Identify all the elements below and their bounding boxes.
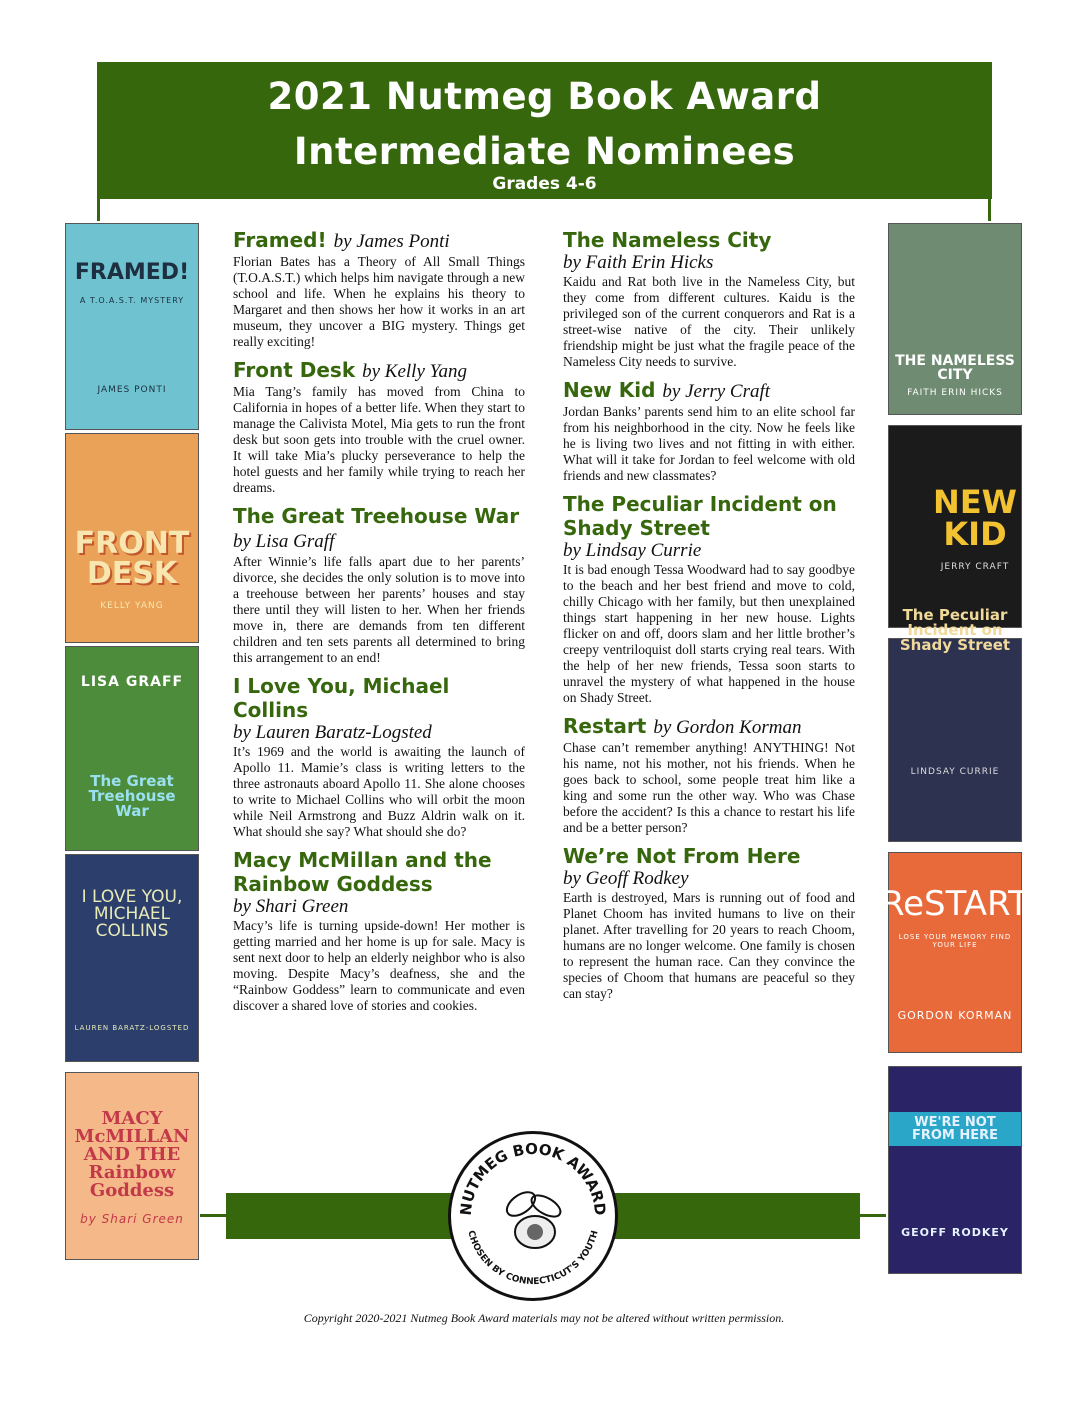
book-description: Mia Tang’s family has moved from China to California in hopes of a better life. When they start to manage the Calivista Motel, Mia gets to run the front desk but soon gets into trouble with the cruel owner. It will take Mia’s plucky perseverance to help the hotel guests and her family while trying to reach her dreams. <box>233 384 525 495</box>
nutmeg-award-seal <box>448 1131 618 1301</box>
book-description: Kaidu and Rat both live in the Nameless City, but they come from different cultures. Kaidu is the privileged son of the current conquerors and Rat is a street-wise native of the city. Their unlikely friendship might be just what the fragile peace of the Nameless City needs to survive. <box>563 274 855 369</box>
book-title: We’re Not From Here <box>563 844 801 868</box>
frame-line-bottom-left <box>200 1214 226 1217</box>
cover-front-desk: FRONT DESK KELLY YANG <box>65 433 199 643</box>
frame-line-left <box>97 199 100 221</box>
cover-restart: ReSTART LOSE YOUR MEMORY FIND YOUR LIFE GORDON KORMAN <box>888 852 1022 1053</box>
cover-framed: FRAMED! A T.O.A.S.T. MYSTERY JAMES PONTI <box>65 223 199 430</box>
book-description: Florian Bates has a Theory of All Small Things (T.O.A.S.T.) which helps him navigate through a new school and life. When he explains his theory to Margaret and then shows her how it works in an art museum, they uncover a BIG mystery. Things get really exciting! <box>233 254 525 349</box>
book-description: Chase can’t remember anything! ANYTHING! Not his name, not his mother, not his friends. When he goes back to school, some people treat him like a king and some run the other way. Who was Chase before the accident? Is this a chance to restart his life and be a better person? <box>563 740 855 835</box>
book-entry-nameless-city <box>563 228 855 370</box>
book-title: I Love You, Michael Collins <box>233 674 450 722</box>
book-title: Front Desk <box>233 358 356 382</box>
seal-text-ring <box>451 1134 615 1298</box>
book-title: The Nameless City <box>563 228 772 252</box>
book-author: by Gordon Korman <box>653 717 802 738</box>
book-description: Earth is destroyed, Mars is running out of food and Planet Choom has invited humans to live on their planet. After travelling for 20 years to reach Choom, humans are no longer welcome. One family is chosen to represent the human race. Can they convince the species of Choom that humans are peaceful so they can stay? <box>563 890 855 1001</box>
cover-great-treehouse-war: LISA GRAFF The Great Treehouse War <box>65 646 199 851</box>
book-author: by Lisa Graff <box>233 531 335 552</box>
cover-peculiar-incident: The Peculiar Incident on Shady Street LINDSAY CURRIE <box>888 638 1022 842</box>
book-title: Restart <box>563 714 647 738</box>
book-author: by Lindsay Currie <box>563 540 702 561</box>
book-author: by Faith Erin Hicks <box>563 252 714 273</box>
book-author: by Jerry Craft <box>662 381 771 402</box>
header-title-line2: Intermediate Nominees <box>293 130 796 173</box>
book-entry-new-kid <box>563 378 855 484</box>
book-description: Jordan Banks’ parents send him to an elite school far from his neighborhood in the city. Now he feels like he is living two lives and not fitting in with either. What will it take for Jordan to feel welcome with old friends and new classmates? <box>563 404 855 483</box>
covers-right <box>881 223 1029 1274</box>
right-text-column <box>563 228 855 1010</box>
cover-new-kid: NEW KID JERRY CRAFT <box>888 425 1022 628</box>
book-description: It is bad enough Tessa Woodward had to say goodbye to the beach and her best friend and move to cold, chilly Chicago with her family, but then unexplained things start happening in her new house. Lights flicker on and off, doors slam and her little brother’s creepy ventriloquist doll starts crying real tears. With the help of her new friends, Tessa soon starts to unravel the mystery of what happened in the house on Shady Street. <box>563 562 855 705</box>
book-title: The Great Treehouse War <box>233 504 520 528</box>
seal-top-text: NUTMEG BOOK AWARD <box>456 1139 610 1217</box>
book-title: Macy McMillan and the Rainbow Goddess <box>233 848 492 896</box>
book-author: by Kelly Yang <box>362 361 467 382</box>
book-description: It’s 1969 and the world is awaiting the launch of Apollo 11. Mamie’s class is writing letters to the three astronauts aboard Apollo 11. She alone chooses to write to Michael Collins who will orbit the moon while Neil Armstrong and Buzz Aldrin walk on it. What should she say? What should she do? <box>233 744 525 839</box>
book-author: by Lauren Baratz-Logsted <box>233 722 432 743</box>
book-entry-great-treehouse-war <box>233 504 525 666</box>
frame-line-right <box>988 199 991 221</box>
copyright-notice: Copyright 2020-2021 Nutmeg Book Award materials may not be altered without written permission. <box>303 1311 785 1325</box>
book-entry-restart <box>563 714 855 836</box>
left-text-column <box>233 228 525 1022</box>
covers-left <box>65 223 199 1260</box>
frame-line-bottom-right <box>860 1214 886 1217</box>
book-description: After Winnie’s life falls apart due to her parents’ divorce, she decides the only solution is to move into a treehouse between her parents’ houses and stay there until they will listen to her. When her friends move in, there are demands from ten different children and ten sets parents all determined to bring this arrangement to an end! <box>233 554 525 665</box>
book-title: New Kid <box>563 378 656 402</box>
book-entry-front-desk <box>233 358 525 496</box>
book-entry-peculiar-incident <box>563 492 855 706</box>
cover-nameless-city: THE NAMELESS CITY FAITH ERIN HICKS <box>888 223 1022 415</box>
book-description: Macy’s life is turning upside-down! Her mother is getting married and her home is up for sale. Macy is sent next door to help an elderly neighbor who is also moving. Despite Macy’s deafness, she and the “Rainbow Goddess” learn to communicate and even discover a shared love of stories and cookies. <box>233 918 525 1013</box>
book-entry-were-not-from-here <box>563 844 855 1002</box>
book-author: by James Ponti <box>333 231 450 252</box>
cover-were-not-from-here: WE'RE NOT FROM HERE GEOFF RODKEY <box>888 1066 1022 1274</box>
seal-bottom-text: CHOSEN BY CONNECTICUT'S YOUTH <box>465 1229 601 1288</box>
book-title: The Peculiar Incident on Shady Street <box>563 492 837 540</box>
header-grades: Grades 4-6 <box>492 174 597 194</box>
header-title-line1: 2021 Nutmeg Book Award <box>267 75 822 118</box>
cover-i-love-you-michael-collins: I LOVE YOU, MICHAEL COLLINS LAUREN BARATZ-LOGSTED <box>65 854 199 1062</box>
header-banner <box>97 62 992 199</box>
cover-macy-mcmillan: MACY McMILLAN AND THE Rainbow Goddess by Shari Green <box>65 1072 199 1260</box>
book-entry-framed <box>233 228 525 350</box>
nutmeg-leaf-icon <box>503 1187 564 1248</box>
book-author: by Shari Green <box>233 896 349 917</box>
book-title: Framed! <box>233 228 327 252</box>
book-entry-michael-collins <box>233 674 525 840</box>
book-author: by Geoff Rodkey <box>563 868 689 889</box>
book-entry-macy-mcmillan <box>233 848 525 1014</box>
